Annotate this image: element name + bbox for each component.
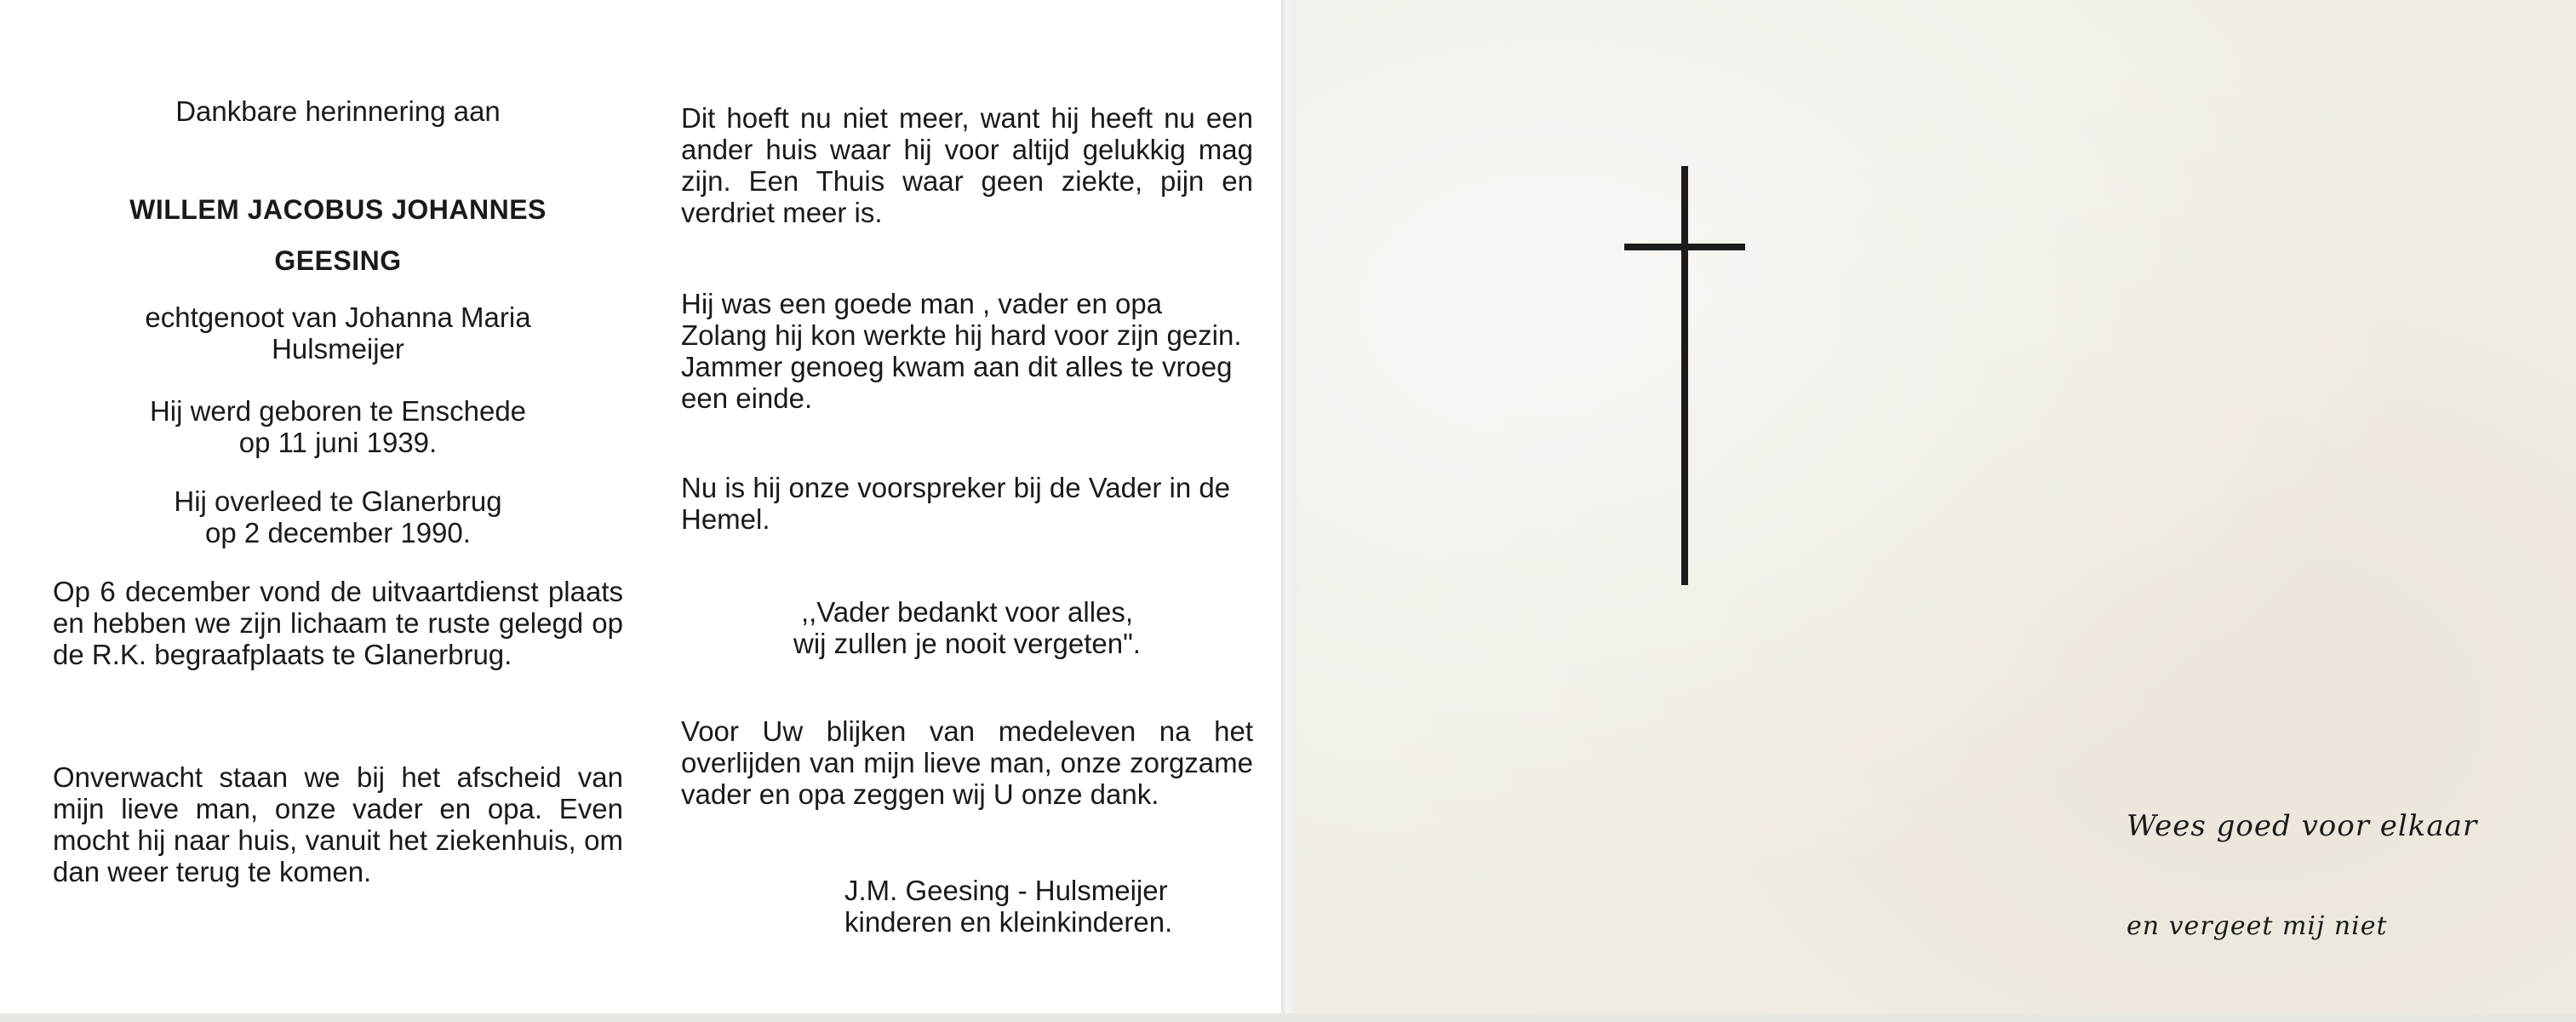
spouse-line-2: Hulsmeijer <box>272 333 404 365</box>
motto-line-2: en vergeet mij niet <box>2127 911 2388 941</box>
cross-horizontal-bar <box>1624 244 1745 250</box>
cross-vertical-bar <box>1681 166 1688 585</box>
death-line-1: Hij overleed te Glanerbrug <box>174 485 502 517</box>
farewell-paragraph: Onverwacht staan we bij het afscheid van mijn lieve man, onze vader en opa. Even mocht hij naar huis, vanuit het ziekenhuis, om dan weer terug te komen. <box>53 761 623 887</box>
birth-line-2: op 11 juni 1939. <box>238 427 438 458</box>
quote-line-1: ,,Vader bedankt voor alles, <box>800 596 1134 628</box>
funeral-paragraph: Op 6 december vond de uitvaartdienst plaats en hebben we zijn lichaam te ruste gelegd op de R.K. begraafplaats te Glanerbrug. <box>53 576 623 670</box>
birth-line-1: Hij werd geboren te Enschede <box>149 395 527 427</box>
intro-text: Dankbare herinnering aan <box>175 95 501 127</box>
thanks-paragraph: Voor Uw blijken van medeleven na het overlijden van mijn lieve man, onze zorgzame vader en opa zeggen wij U onze dank. <box>681 715 1253 810</box>
deceased-name-line-1: WILLEM JACOBUS JOHANNES <box>129 194 547 225</box>
signature-line-1: J.M. Geesing - Hulsmeijer <box>844 875 1168 906</box>
intercessor-paragraph: Nu is hij onze voorspreker bij de Vader in de Hemel. <box>681 472 1231 535</box>
signature-line-2: kinderen en kleinkinderen. <box>844 906 1173 938</box>
left-page <box>0 0 1283 1022</box>
home-paragraph: Dit hoeft nu niet meer, want hij heeft nu een ander huis waar hij voor altijd gelukkig mag zijn. Een Thuis waar geen ziekte, pijn en verdriet meer is. <box>681 102 1253 228</box>
card-bottom-edge <box>0 1013 2576 1022</box>
death-line-2: op 2 december 1990. <box>205 517 471 548</box>
motto-line-1: Wees goed voor elkaar <box>2127 809 2478 843</box>
deceased-name-line-2: GEESING <box>274 245 402 276</box>
good-man-paragraph: Hij was een goede man , vader en opa Zolang hij kon werkte hij hard voor zijn gezin. Jammer genoeg kwam aan dit alles te vroeg een einde. <box>681 288 1242 414</box>
right-page <box>1297 0 2576 1022</box>
spouse-line-1: echtgenoot van Johanna Maria <box>145 301 531 333</box>
quote-line-2: wij zullen je nooit vergeten". <box>793 628 1141 659</box>
card-fold <box>1281 0 1297 1022</box>
